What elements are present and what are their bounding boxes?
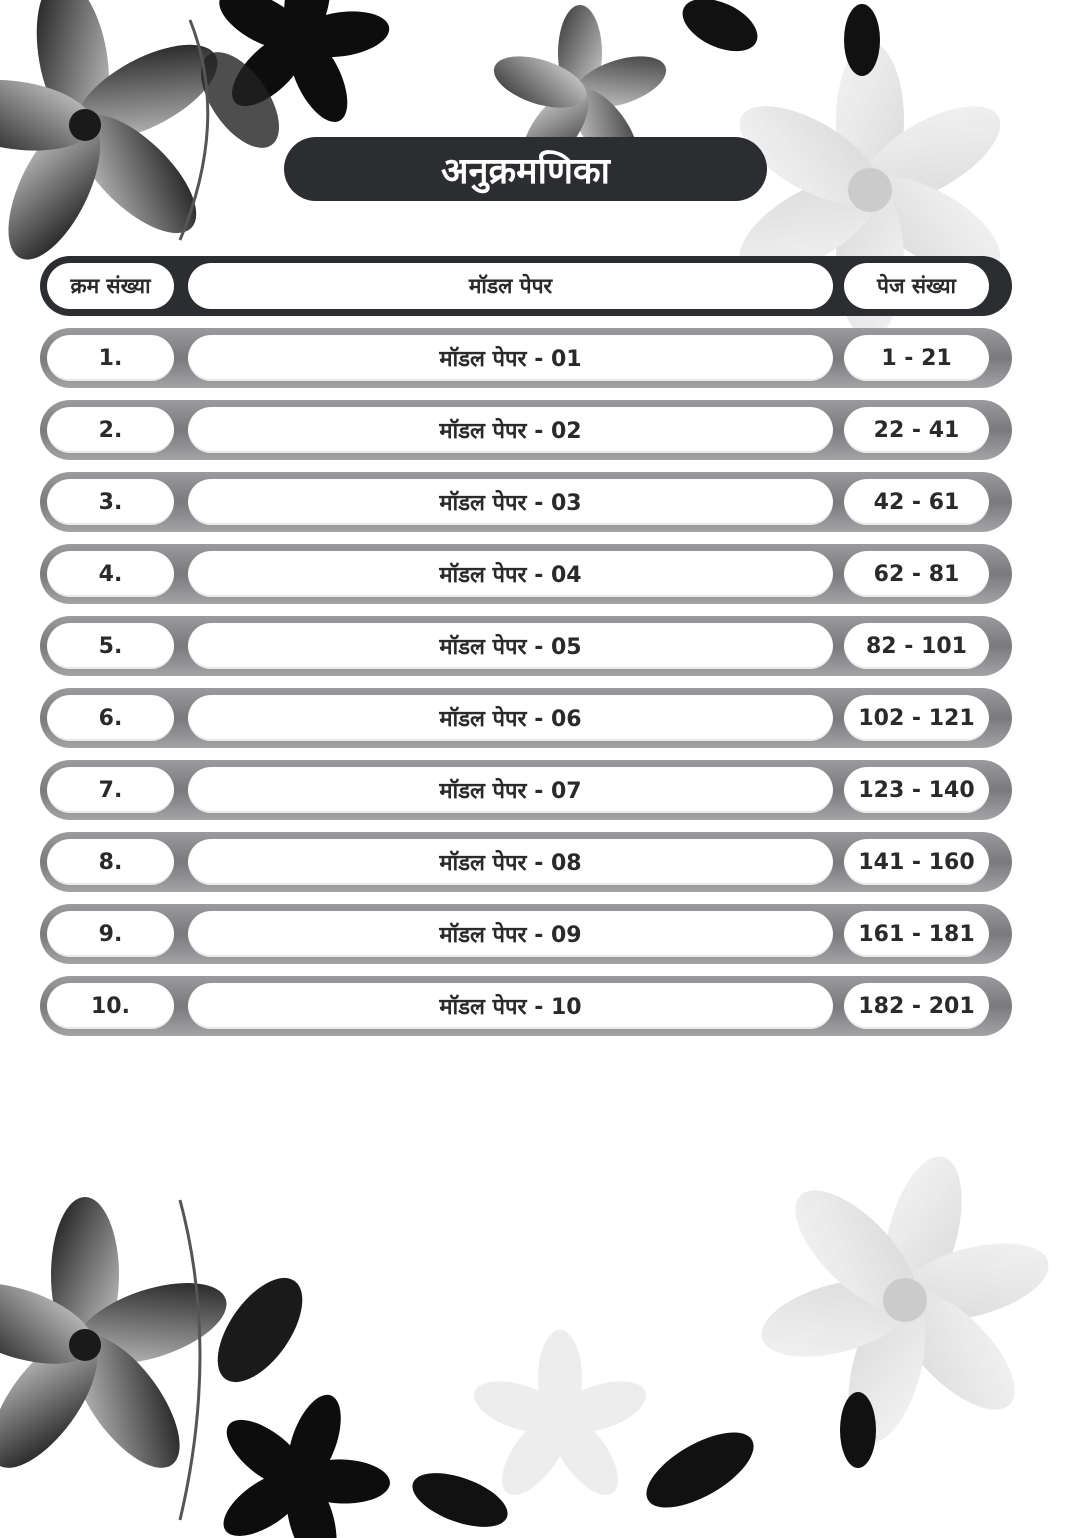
table-row [40, 904, 1012, 964]
bud-icon [840, 1392, 876, 1468]
table-row [40, 328, 1012, 388]
header-paper-cell: मॉडल पेपर [188, 263, 833, 309]
paper-name-cell: मॉडल पेपर - 04 [188, 551, 833, 597]
page-range-cell: 102 - 121 [844, 695, 989, 741]
table-row [40, 760, 1012, 820]
leaf-icon [844, 4, 880, 76]
paper-name-cell: मॉडल पेपर - 06 [188, 695, 833, 741]
header-pages-cell: पेज संख्या [844, 263, 989, 309]
page-range-cell: 82 - 101 [844, 623, 989, 669]
table-row [40, 976, 1012, 1036]
dark-flower-icon [213, 1388, 391, 1538]
table-row [40, 400, 1012, 460]
serial-cell: 5. [47, 623, 174, 669]
leaf-icon [635, 1417, 765, 1522]
page-range-cell: 22 - 41 [844, 407, 989, 453]
serial-cell: 9. [47, 911, 174, 957]
serial-cell: 8. [47, 839, 174, 885]
page-range-cell: 182 - 201 [844, 983, 989, 1029]
paper-name-cell: मॉडल पेपर - 07 [188, 767, 833, 813]
stem-icon [180, 1200, 200, 1520]
paper-name-cell: मॉडल पेपर - 02 [188, 407, 833, 453]
page-range-cell: 1 - 21 [844, 335, 989, 381]
table-row [40, 472, 1012, 532]
page-range-cell: 141 - 160 [844, 839, 989, 885]
serial-cell: 3. [47, 479, 174, 525]
page-range-cell: 62 - 81 [844, 551, 989, 597]
serial-cell: 4. [47, 551, 174, 597]
serial-cell: 2. [47, 407, 174, 453]
page-range-cell: 123 - 140 [844, 767, 989, 813]
serial-cell: 10. [47, 983, 174, 1029]
table-row [40, 688, 1012, 748]
leaf-icon [405, 1462, 514, 1538]
paper-name-cell: मॉडल पेपर - 10 [188, 983, 833, 1029]
table-row [40, 544, 1012, 604]
leaf-icon [674, 0, 765, 62]
leaf-icon [201, 1264, 319, 1397]
serial-cell: 7. [47, 767, 174, 813]
paper-name-cell: मॉडल पेपर - 03 [188, 479, 833, 525]
header-serial-cell: क्रम संख्या [47, 263, 174, 309]
page-range-cell: 42 - 61 [844, 479, 989, 525]
table-row [40, 832, 1012, 892]
serial-cell: 1. [47, 335, 174, 381]
page-title: अनुक्रमणिका [284, 137, 767, 201]
paper-name-cell: मॉडल पेपर - 08 [188, 839, 833, 885]
paper-name-cell: मॉडल पेपर - 09 [188, 911, 833, 957]
light-flower-icon [753, 1148, 1057, 1452]
paper-name-cell: मॉडल पेपर - 01 [188, 335, 833, 381]
paper-name-cell: मॉडल पेपर - 05 [188, 623, 833, 669]
serial-cell: 6. [47, 695, 174, 741]
light-flower-icon [468, 1330, 653, 1506]
page-range-cell: 161 - 181 [844, 911, 989, 957]
table-row [40, 616, 1012, 676]
table-header-row [40, 256, 1012, 316]
